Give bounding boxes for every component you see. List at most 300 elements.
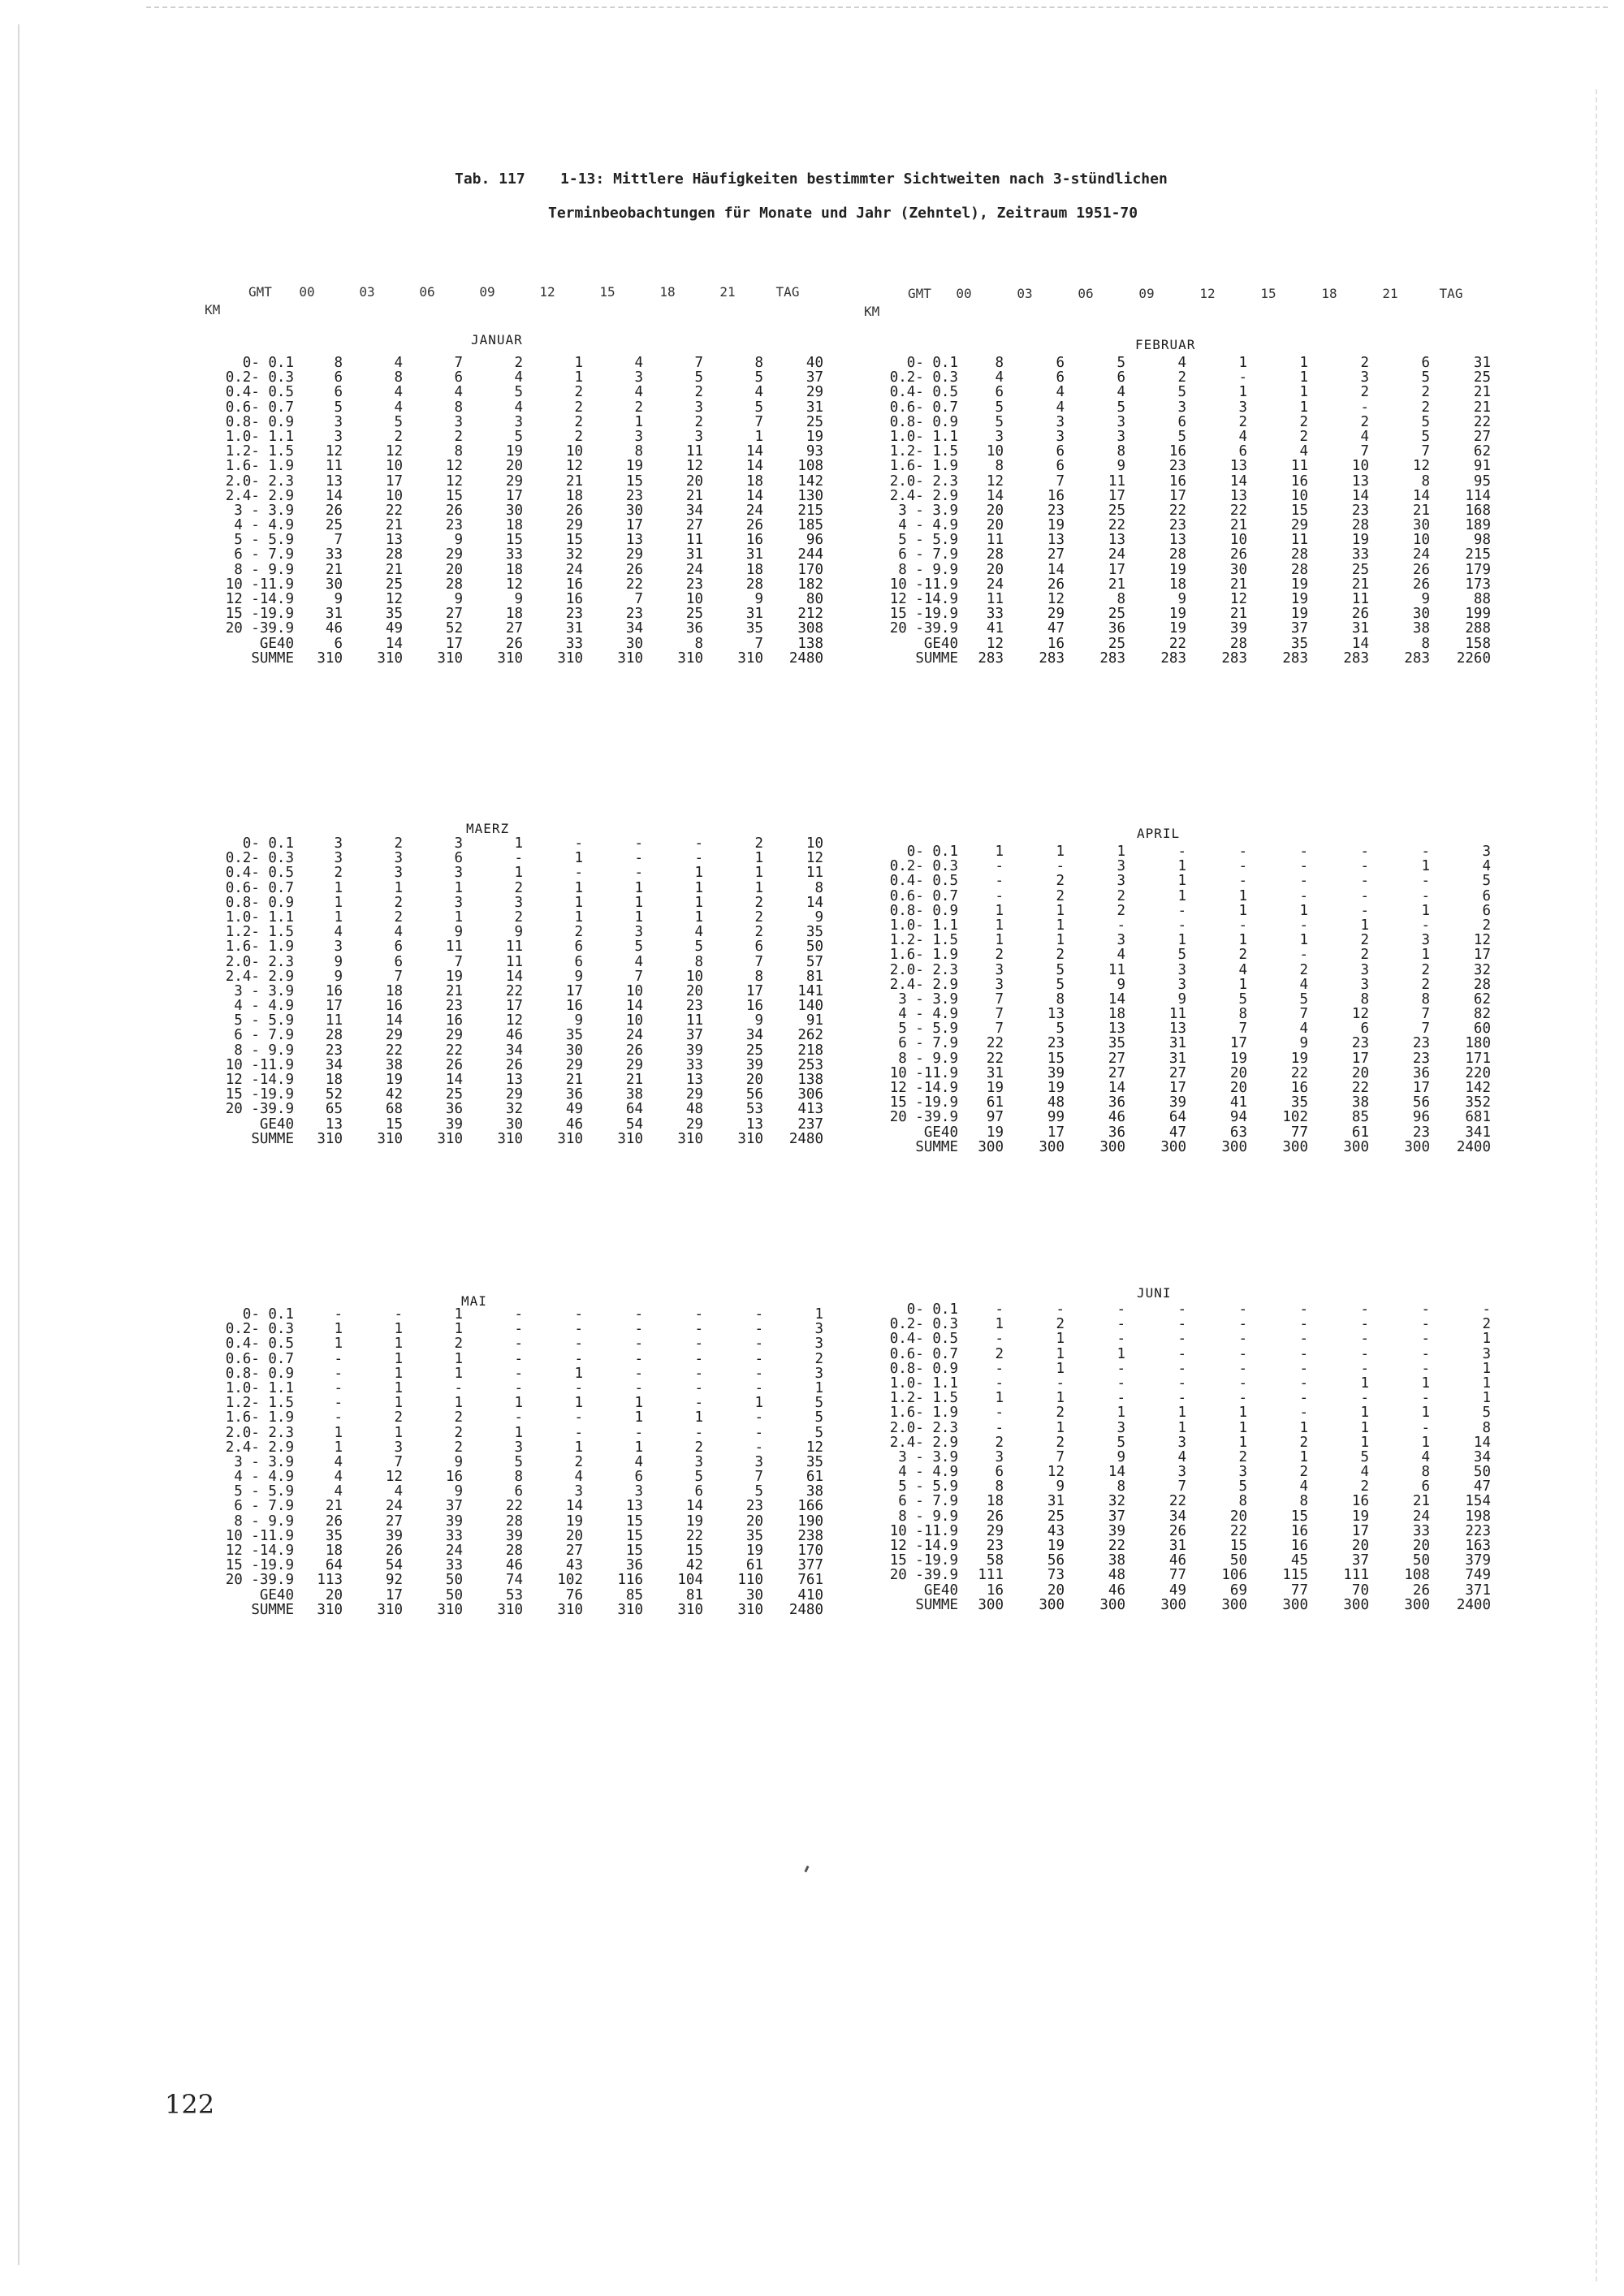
table-cell: 4 xyxy=(394,355,403,371)
table-cell: 1 xyxy=(514,865,523,882)
table-cell: 37 xyxy=(1290,620,1308,637)
row-label: SUMME xyxy=(915,1138,958,1155)
table-cell: - xyxy=(694,1365,703,1382)
row-label: 2.4- 2.9 xyxy=(225,487,294,504)
table-cell: 3 xyxy=(1116,428,1125,445)
table-cell: 10 xyxy=(1412,532,1430,549)
table-cell: 14 xyxy=(1047,561,1065,578)
row-label: 0- 0.1 xyxy=(906,355,958,371)
table-cell: 1 xyxy=(1238,1434,1247,1451)
table-cell: 5 xyxy=(995,413,1004,430)
table-cell: - xyxy=(634,1365,643,1382)
table-cell: 28 xyxy=(445,576,463,593)
row-label: SUMME xyxy=(915,650,958,667)
row-label: 0.4- 0.5 xyxy=(889,384,958,401)
table-cell: 19 xyxy=(1290,606,1308,623)
row-label: 2.0- 2.3 xyxy=(225,1424,294,1441)
table-cell: 12 xyxy=(806,850,823,867)
column-header: 15 xyxy=(1260,286,1276,301)
caption-line-2: Terminbeobachtungen für Monate und Jahr (Zehntel), Zeitraum 1951-70 xyxy=(548,205,1138,222)
table-cell: 18 xyxy=(745,561,763,578)
table-cell: 23 xyxy=(745,1498,763,1515)
table-cell: - xyxy=(1238,873,1247,890)
table-cell: 9 xyxy=(334,591,343,607)
table-cell: 310 xyxy=(497,1601,523,1618)
table-cell: 26 xyxy=(565,502,583,519)
table-cell: 17 xyxy=(505,998,523,1015)
table-cell: 13 xyxy=(1047,1006,1065,1023)
table-cell: 15 xyxy=(625,1527,643,1544)
row-label: 0.2- 0.3 xyxy=(225,1321,294,1338)
table-cell: 20 xyxy=(685,982,703,999)
table-cell: 57 xyxy=(806,953,823,970)
row-label: 12 -14.9 xyxy=(889,1538,958,1554)
table-cell: 9 xyxy=(1116,1448,1125,1465)
table-cell: 24 xyxy=(745,502,763,519)
table-cell: 283 xyxy=(1099,650,1125,667)
table-cell: 8 xyxy=(995,355,1004,371)
table-cell: 1 xyxy=(694,865,703,882)
table-cell: 14 xyxy=(1108,1080,1125,1096)
row-label: 5 - 5.9 xyxy=(898,532,958,549)
table-cell: 1 xyxy=(454,1395,463,1412)
table-cell: 300 xyxy=(1343,1596,1369,1613)
table-cell: 30 xyxy=(1412,606,1430,623)
table-cell: 413 xyxy=(797,1101,823,1118)
table-cell: - xyxy=(1238,844,1247,860)
table-cell: 73 xyxy=(1047,1567,1065,1584)
row-label: 1.2- 1.5 xyxy=(225,443,294,460)
row-label: 3 - 3.9 xyxy=(898,1448,958,1465)
table-cell: - xyxy=(1360,1345,1369,1362)
row-label: 20 -39.9 xyxy=(889,1567,958,1584)
table-cell: 28 xyxy=(1473,976,1491,993)
table-cell: 23 xyxy=(1412,1035,1430,1052)
table-cell: 30 xyxy=(565,1042,583,1059)
table-cell: 7 xyxy=(1238,1021,1247,1038)
row-label: 10 -11.9 xyxy=(225,1527,294,1544)
table-cell: 26 xyxy=(325,1513,343,1530)
table-cell: 3 xyxy=(995,961,1004,978)
table-cell: 310 xyxy=(497,1130,523,1147)
table-cell: 2 xyxy=(1360,1478,1369,1495)
table-cell: 4 xyxy=(1238,961,1247,978)
table-cell: 28 xyxy=(1351,517,1369,534)
table-cell: 25 xyxy=(1473,369,1491,386)
table-cell: 3 xyxy=(394,865,403,882)
table-cell: 10 xyxy=(986,443,1004,460)
table-cell: 27 xyxy=(385,1513,403,1530)
table-cell: 8 xyxy=(1116,443,1125,460)
table-cell: 23 xyxy=(1412,1050,1430,1067)
table-cell: 182 xyxy=(797,576,823,593)
table-cell: 27 xyxy=(1168,1064,1186,1081)
table-cell: 14 xyxy=(745,487,763,504)
month-table-april xyxy=(844,826,1491,1208)
table-cell: 18 xyxy=(565,487,583,504)
table-cell: 2 xyxy=(1056,1316,1065,1333)
row-label: 0.4- 0.5 xyxy=(225,1336,294,1353)
table-cell: 32 xyxy=(505,1101,523,1118)
table-cell: 4 xyxy=(995,369,1004,386)
table-cell: 189 xyxy=(1465,517,1491,534)
table-cell: 1 xyxy=(1299,902,1308,919)
table-cell: 3 xyxy=(454,894,463,911)
row-label: 1.0- 1.1 xyxy=(225,428,294,445)
table-cell: 26 xyxy=(1412,576,1430,593)
table-cell: 3 xyxy=(1360,976,1369,993)
table-cell: 26 xyxy=(1412,561,1430,578)
table-cell: 24 xyxy=(1412,1508,1430,1525)
table-cell: 68 xyxy=(385,1101,403,1118)
table-cell: 5 xyxy=(1056,961,1065,978)
table-cell: 108 xyxy=(1404,1567,1430,1584)
table-cell: 300 xyxy=(1404,1138,1430,1155)
table-cell: 17 xyxy=(445,635,463,652)
table-cell: - xyxy=(634,835,643,852)
table-cell: 47 xyxy=(1473,1478,1491,1495)
table-cell: 39 xyxy=(1229,620,1247,637)
table-cell: 5 xyxy=(634,939,643,956)
table-cell: 41 xyxy=(986,620,1004,637)
table-cell: 7 xyxy=(334,532,343,549)
table-cell: 93 xyxy=(806,443,823,460)
table-cell: 19 xyxy=(1047,517,1065,534)
table-cell: 28 xyxy=(1229,635,1247,652)
table-cell: 24 xyxy=(385,1498,403,1515)
table-cell: 300 xyxy=(1404,1596,1430,1613)
table-cell: 27 xyxy=(1108,1050,1125,1067)
table-cell: 25 xyxy=(745,1042,763,1059)
table-cell: 19 xyxy=(986,1080,1004,1096)
row-label: SUMME xyxy=(251,1601,294,1618)
table-cell: 23 xyxy=(1351,1035,1369,1052)
table-cell: 2 xyxy=(574,399,583,416)
row-label: 0- 0.1 xyxy=(242,1306,294,1323)
table-cell: 26 xyxy=(445,1056,463,1073)
table-cell: 25 xyxy=(325,517,343,534)
row-label: SUMME xyxy=(915,1596,958,1613)
row-label: 6 - 7.9 xyxy=(898,1035,958,1052)
table-cell: 14 xyxy=(745,443,763,460)
table-cell: - xyxy=(1177,1316,1186,1333)
table-cell: 58 xyxy=(986,1552,1004,1569)
table-cell: 13 xyxy=(1229,458,1247,475)
table-cell: - xyxy=(995,873,1004,890)
table-cell: 283 xyxy=(1404,650,1430,667)
table-cell: 7 xyxy=(995,990,1004,1008)
table-cell: 46 xyxy=(505,1027,523,1044)
table-cell: 9 xyxy=(454,532,463,549)
column-header: 06 xyxy=(419,284,435,300)
table-cell: 9 xyxy=(454,1483,463,1500)
table-cell: 7 xyxy=(1421,1006,1430,1023)
table-cell: 2 xyxy=(574,428,583,445)
table-cell: 3 xyxy=(1116,1419,1125,1436)
row-label: 6 - 7.9 xyxy=(234,1498,294,1515)
table-cell: 20 xyxy=(1047,1582,1065,1599)
table-cell: 7 xyxy=(394,968,403,985)
table-cell: 21 xyxy=(1473,399,1491,416)
table-cell: 5 xyxy=(514,428,523,445)
table-cell: 14 xyxy=(385,635,403,652)
table-cell: 77 xyxy=(1290,1582,1308,1599)
caption-line-1: Tab. 117 1-13: Mittlere Häufigkeiten bestimmter Sichtweiten nach 3-stündlichen xyxy=(455,170,1168,188)
table-cell: 33 xyxy=(685,1056,703,1073)
table-cell: 180 xyxy=(1465,1035,1491,1052)
table-cell: 18 xyxy=(325,1543,343,1559)
table-cell: 14 xyxy=(685,1498,703,1515)
table-cell: 33 xyxy=(565,635,583,652)
row-label: 1.2- 1.5 xyxy=(889,443,958,460)
table-cell: - xyxy=(694,1306,703,1323)
table-cell: - xyxy=(1421,1345,1430,1362)
row-label: 8 - 9.9 xyxy=(898,1050,958,1067)
table-cell: 11 xyxy=(325,1012,343,1029)
table-cell: 23 xyxy=(1168,458,1186,475)
table-cell: 17 xyxy=(505,487,523,504)
table-cell: 2 xyxy=(574,924,583,941)
table-cell: 3 xyxy=(1177,976,1186,993)
table-cell: 35 xyxy=(745,1527,763,1544)
table-cell: 1 xyxy=(1177,858,1186,875)
table-cell: 3 xyxy=(394,850,403,867)
table-cell: 30 xyxy=(625,502,643,519)
table-cell: 4 xyxy=(1299,1478,1308,1495)
table-cell: 19 xyxy=(745,1543,763,1559)
table-cell: 85 xyxy=(625,1586,643,1603)
table-cell: 26 xyxy=(625,1042,643,1059)
table-cell: 9 xyxy=(1116,976,1125,993)
table-cell: 106 xyxy=(1221,1567,1247,1584)
table-cell: 5 xyxy=(1421,369,1430,386)
table-cell: 7 xyxy=(634,968,643,985)
table-cell: 283 xyxy=(1282,650,1308,667)
table-cell: 2480 xyxy=(788,1601,823,1618)
table-cell: 1 xyxy=(1482,1331,1491,1348)
month-label: MAERZ xyxy=(466,821,510,836)
table-cell: 1 xyxy=(1116,1345,1125,1362)
table-cell: 3 xyxy=(634,1483,643,1500)
table-cell: 1 xyxy=(1360,917,1369,934)
table-cell: 21 xyxy=(385,517,403,534)
table-cell: 9 xyxy=(814,908,823,926)
row-label: 1.0- 1.1 xyxy=(225,1379,294,1396)
table-cell: 64 xyxy=(325,1557,343,1574)
table-cell: 29 xyxy=(806,384,823,401)
scan-edge-left xyxy=(18,24,19,2265)
table-cell: 110 xyxy=(737,1572,763,1589)
table-cell: 1 xyxy=(394,879,403,896)
table-cell: 16 xyxy=(1290,1080,1308,1096)
table-cell: 31 xyxy=(1473,355,1491,371)
table-cell: 8 xyxy=(634,443,643,460)
table-cell: 2 xyxy=(394,908,403,926)
table-cell: 8 xyxy=(1116,1478,1125,1495)
table-cell: 30 xyxy=(625,635,643,652)
table-cell: 35 xyxy=(1290,1094,1308,1111)
table-cell: 300 xyxy=(1221,1596,1247,1613)
table-cell: 16 xyxy=(565,998,583,1015)
table-cell: - xyxy=(995,1360,1004,1377)
table-cell: 31 xyxy=(685,546,703,563)
table-cell: 15 xyxy=(1290,1508,1308,1525)
table-cell: 8 xyxy=(995,1478,1004,1495)
table-cell: 30 xyxy=(1412,517,1430,534)
table-cell: 6 xyxy=(995,384,1004,401)
row-label: 0- 0.1 xyxy=(906,1301,958,1318)
table-cell: - xyxy=(754,1365,763,1382)
table-cell: 46 xyxy=(1168,1552,1186,1569)
table-cell: 95 xyxy=(1473,473,1491,490)
table-cell: 3 xyxy=(1238,399,1247,416)
row-label: 2.0- 2.3 xyxy=(889,473,958,490)
table-cell: 30 xyxy=(505,502,523,519)
table-cell: 4 xyxy=(574,1469,583,1486)
column-header: 06 xyxy=(1078,286,1094,301)
table-cell: 1 xyxy=(1360,1375,1369,1392)
table-cell: 1 xyxy=(1299,1419,1308,1436)
table-cell: 6 xyxy=(514,1483,523,1500)
table-cell: 19 xyxy=(1168,606,1186,623)
table-cell: 19 xyxy=(986,1124,1004,1141)
table-cell: 1 xyxy=(394,1424,403,1441)
table-cell: 17 xyxy=(565,982,583,999)
table-cell: 26 xyxy=(1412,1582,1430,1599)
table-cell: - xyxy=(1421,1390,1430,1407)
table-cell: 2400 xyxy=(1456,1138,1491,1155)
table-cell: 94 xyxy=(1229,1109,1247,1126)
table-cell: 31 xyxy=(745,546,763,563)
table-cell: 352 xyxy=(1465,1094,1491,1111)
table-cell: 1 xyxy=(454,879,463,896)
table-cell: 25 xyxy=(685,606,703,623)
table-cell: 2 xyxy=(574,384,583,401)
table-cell: 300 xyxy=(978,1138,1004,1155)
table-cell: 28 xyxy=(385,546,403,563)
table-cell: 173 xyxy=(1465,576,1491,593)
table-cell: 6 xyxy=(754,939,763,956)
table-cell: - xyxy=(1360,1301,1369,1318)
table-cell: 140 xyxy=(797,998,823,1015)
table-cell: 6 xyxy=(394,939,403,956)
table-cell: 16 xyxy=(445,1012,463,1029)
table-cell: 9 xyxy=(1116,458,1125,475)
table-cell: 16 xyxy=(1351,1493,1369,1510)
table-cell: 9 xyxy=(574,968,583,985)
table-cell: 7 xyxy=(1056,473,1065,490)
table-cell: 1 xyxy=(995,1390,1004,1407)
table-cell: 20 xyxy=(745,1513,763,1530)
table-cell: 4 xyxy=(514,369,523,386)
table-cell: 61 xyxy=(1351,1124,1369,1141)
table-cell: 223 xyxy=(1465,1522,1491,1539)
table-cell: 1 xyxy=(574,369,583,386)
table-cell: 25 xyxy=(806,413,823,430)
table-cell: 102 xyxy=(1282,1109,1308,1126)
table-cell: 310 xyxy=(557,650,583,667)
table-cell: 2400 xyxy=(1456,1596,1491,1613)
table-cell: 6 xyxy=(694,1483,703,1500)
table-cell: - xyxy=(574,1350,583,1367)
row-label: 10 -11.9 xyxy=(889,576,958,593)
table-cell: 310 xyxy=(437,1601,463,1618)
table-cell: 2 xyxy=(394,1409,403,1426)
table-cell: 2 xyxy=(1482,1316,1491,1333)
table-cell: 16 xyxy=(565,576,583,593)
row-label: 4 - 4.9 xyxy=(898,1006,958,1023)
table-cell: 19 xyxy=(565,1513,583,1530)
table-cell: 9 xyxy=(454,591,463,607)
table-cell: 1 xyxy=(454,1365,463,1382)
row-label: 0.8- 0.9 xyxy=(889,1360,958,1377)
table-cell: 300 xyxy=(1099,1138,1125,1155)
table-cell: 25 xyxy=(1108,635,1125,652)
table-cell: 11 xyxy=(1168,1006,1186,1023)
table-cell: 11 xyxy=(986,532,1004,549)
table-cell: 76 xyxy=(565,1586,583,1603)
table-cell: 2 xyxy=(454,1439,463,1456)
table-cell: 5 xyxy=(1299,990,1308,1008)
table-cell: 81 xyxy=(685,1586,703,1603)
table-cell: 15 xyxy=(1047,1050,1065,1067)
table-cell: 42 xyxy=(685,1557,703,1574)
table-cell: 3 xyxy=(1177,961,1186,978)
table-cell: 1 xyxy=(1421,902,1430,919)
table-cell: 61 xyxy=(986,1094,1004,1111)
table-cell: 10 xyxy=(1290,487,1308,504)
row-label: 15 -19.9 xyxy=(225,1086,294,1103)
row-label: 2.4- 2.9 xyxy=(889,1434,958,1451)
table-cell: 171 xyxy=(1465,1050,1491,1067)
table-cell: 2 xyxy=(454,428,463,445)
table-cell: 1 xyxy=(1177,932,1186,949)
table-cell: 22 xyxy=(625,576,643,593)
row-label: 3 - 3.9 xyxy=(898,990,958,1008)
table-cell: 1 xyxy=(514,1424,523,1441)
table-cell: 23 xyxy=(445,998,463,1015)
table-cell: - xyxy=(574,1424,583,1441)
table-cell: 22 xyxy=(1168,1493,1186,1510)
table-cell: 56 xyxy=(1412,1094,1430,1111)
table-cell: 3 xyxy=(1238,1464,1247,1481)
table-cell: - xyxy=(754,1379,763,1396)
table-cell: 1 xyxy=(1299,384,1308,401)
table-cell: 65 xyxy=(325,1101,343,1118)
table-cell: 19 xyxy=(1047,1080,1065,1096)
table-cell: 43 xyxy=(1047,1522,1065,1539)
table-cell: - xyxy=(1299,1375,1308,1392)
table-cell: 6 xyxy=(1482,887,1491,904)
table-cell: 283 xyxy=(1039,650,1065,667)
table-cell: 7 xyxy=(754,413,763,430)
table-cell: 48 xyxy=(1108,1567,1125,1584)
table-cell: 22 xyxy=(505,982,523,999)
table-cell: 48 xyxy=(685,1101,703,1118)
table-cell: - xyxy=(1421,1316,1430,1333)
table-cell: 24 xyxy=(685,561,703,578)
table-cell: 85 xyxy=(1351,1109,1369,1126)
table-cell: 1 xyxy=(454,1350,463,1367)
table-cell: 1 xyxy=(995,1316,1004,1333)
table-cell: 5 xyxy=(334,399,343,416)
row-label: 0.6- 0.7 xyxy=(225,399,294,416)
row-label: 20 -39.9 xyxy=(225,620,294,637)
table-cell: 3 xyxy=(1421,932,1430,949)
table-cell: 32 xyxy=(565,546,583,563)
table-cell: - xyxy=(1177,844,1186,860)
table-cell: 47 xyxy=(1168,1124,1186,1141)
